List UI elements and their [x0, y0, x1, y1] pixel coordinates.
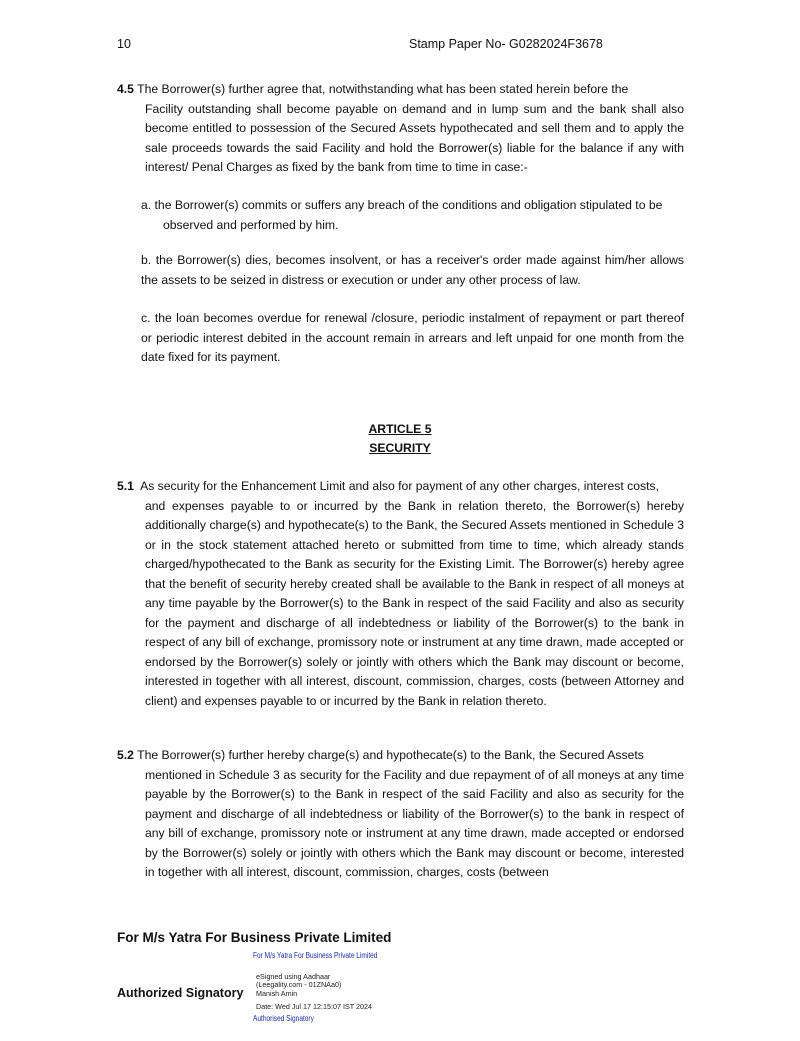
clause-5-2-first-line	[117, 746, 684, 766]
company-name: For M/s Yatra For Business Private Limited	[117, 930, 392, 945]
clause-5-1-number: 5.1	[117, 479, 134, 493]
clause-5-2-first-text: The Borrower(s) further hereby charge(s) and hypothecate(s) to the Bank, the Secured Assets	[137, 748, 644, 762]
clause-4-5-body: Facility outstanding shall become payable on demand and in lump sum and the bank shall also become entitled to possession of the Secured Assets hypothecated and sell them and to apply the sale proceeds towards the said Facility and hold the Borrower(s) liable for the balance if any with interest/ Penal Charges as fixed by the bank from time to time in case:-	[145, 101, 684, 174]
clause-5-2-body: mentioned in Schedule 3 as security for the Facility and due repayment of of all moneys at any time payable by the Borrower(s) to the Bank in respect of the said Facility and also as security for the payment and discharge of all indebtedness or liability of the Borrower(s) to the bank in respect of any bill of exchange, promissory note or instrument at any time drawn, made accepted or endorsed by the Borrower(s) solely or jointly with others which the Bank may discount or become, interested in together with all interest, discount, commission, charges, costs (between	[145, 767, 684, 879]
clause-4-5-item-b: b. the Borrower(s) dies, becomes insolvent, or has a receiver's order made against him/her allows the assets to be seized in distress or execution or under any other process of law.	[141, 253, 684, 287]
clause-4-5-item-c: c. the loan becomes overdue for renewal /closure, periodic instalment of repayment or part thereof or periodic interest debited in the account remain in arrears and left unpaid for one month from the date fixed for its payment.	[141, 311, 684, 364]
clause-4-5-first-text: The Borrower(s) further agree that, notwithstanding what has been stated herein before the	[137, 82, 629, 96]
page-number: 10	[117, 37, 131, 51]
authorized-signatory-label: Authorized Signatory	[117, 986, 244, 1000]
clause-4-5-first-line	[117, 80, 684, 100]
signature-stamp-company: For M/s Yatra For Business Private Limited	[253, 951, 378, 960]
clause-5-1-body: and expenses payable to or incurred by the Bank in relation thereto, the Borrower(s) hereby additionally charge(s) and hypothecate(s) to the Bank, the Secured Assets mentioned in Schedule 3 or in the stock statement attached hereto or submitted from time to time, which already stands charged/hypothecated to the Bank as security for the Existing Limit. The Borrower(s) hereby agree that the benefit of security hereby created shall be available to the Bank in respect of all moneys at any time payable by the Borrower(s) to the Bank in respect of the said Facility and also as security for the payment and discharge of all indebtedness or liability of the Borrower(s) to the bank in respect of any bill of exchange, promissory note or instrument at any time drawn, made accepted or endorsed by the Borrower(s) solely or jointly with others which the Bank may discount or become, interested in together with all interest, discount, commission, charges, costs (between Attorney and client) and expenses payable to or incurred by the Bank in relation thereto.	[145, 498, 684, 708]
stamp-paper-number: Stamp Paper No- G0282024F3678	[409, 37, 603, 51]
signature-stamp-authorised: Authorised Signatory	[253, 1014, 314, 1023]
article-heading: ARTICLE 5	[368, 422, 432, 436]
clause-4-5-item-a-first: a. the Borrower(s) commits or suffers any breach of the conditions and obligation stipulated to be	[141, 198, 663, 212]
esign-line-leegality: (Leegality.com - 01ZNAa0)	[256, 980, 342, 990]
esign-date: Date: Wed Jul 17 12:15:07 IST 2024	[256, 1002, 373, 1011]
esign-line-name: Manish Amin	[256, 988, 298, 998]
article-subheading: SECURITY	[369, 441, 431, 455]
clause-5-1-first-line	[117, 477, 684, 497]
esign-line-aadhaar: eSigned using Aadhaar	[256, 972, 331, 981]
esign-block	[256, 973, 341, 998]
clause-4-5-item-a-rest: observed and performed by him.	[163, 217, 339, 232]
clause-4-5-number: 4.5	[117, 82, 134, 96]
clause-5-2-number: 5.2	[117, 748, 134, 762]
clause-5-1-first-text: As security for the Enhancement Limit and also for payment of any other charges, interest costs,	[140, 479, 659, 493]
